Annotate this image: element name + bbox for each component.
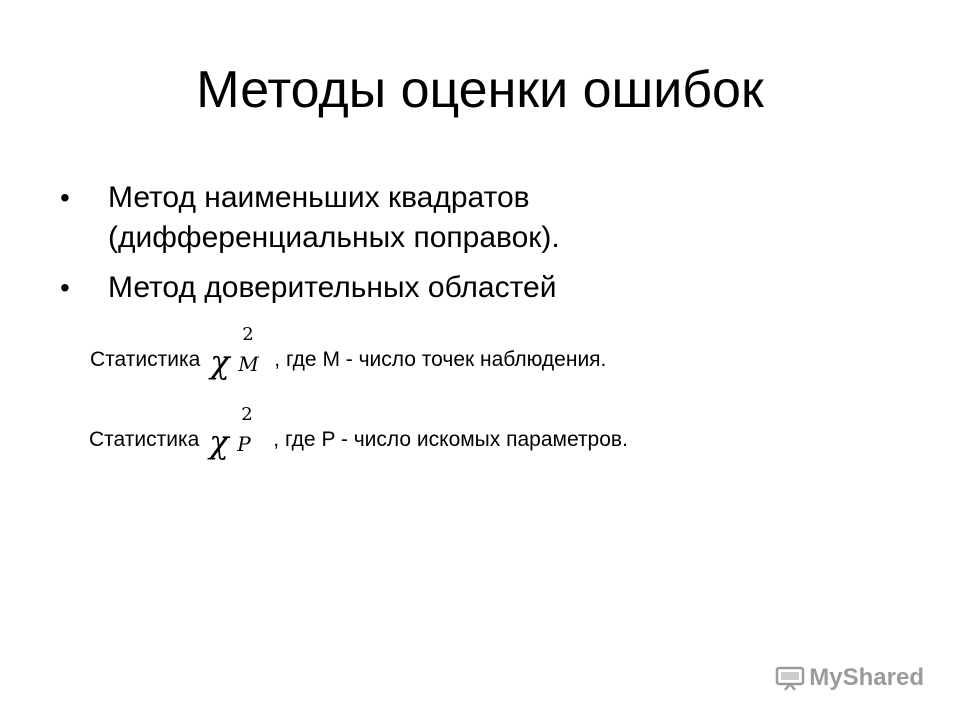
- statistic-label: Статистика: [89, 428, 200, 451]
- bullet-marker: •: [60, 182, 70, 213]
- bullet-item: [60, 268, 920, 308]
- statistic-row: [90, 324, 607, 382]
- statistic-description: , где P - число искомых параметров.: [273, 428, 628, 451]
- bullet-text-line: Метод доверительных областей: [108, 271, 557, 304]
- bullet-text-line: Метод наименьших квадратов: [108, 181, 530, 214]
- chi-subscript: P: [237, 432, 251, 456]
- chi-symbol: χ: [210, 343, 230, 381]
- chi-symbol: χ: [209, 423, 229, 461]
- statistic-row: [89, 404, 628, 462]
- chi-superscript: 2: [241, 404, 253, 425]
- bullet-item: [60, 178, 920, 258]
- chi-subscript: M: [238, 352, 259, 376]
- watermark-text: MyShared: [809, 664, 924, 691]
- bullet-text-line: (дифференциальных поправок).: [108, 221, 560, 254]
- chi-square-formula: [207, 404, 271, 462]
- statistic-label: Статистика: [90, 348, 201, 371]
- statistic-description: , где M - число точек наблюдения.: [274, 348, 607, 371]
- projector-icon: [775, 665, 805, 691]
- chi-square-formula: [208, 324, 272, 382]
- chi-superscript: 2: [242, 324, 254, 345]
- bullet-list: [60, 178, 920, 318]
- watermark-logo: [775, 664, 924, 692]
- slide-title: Методы оценки ошибок: [196, 61, 764, 119]
- bullet-marker: •: [60, 272, 70, 303]
